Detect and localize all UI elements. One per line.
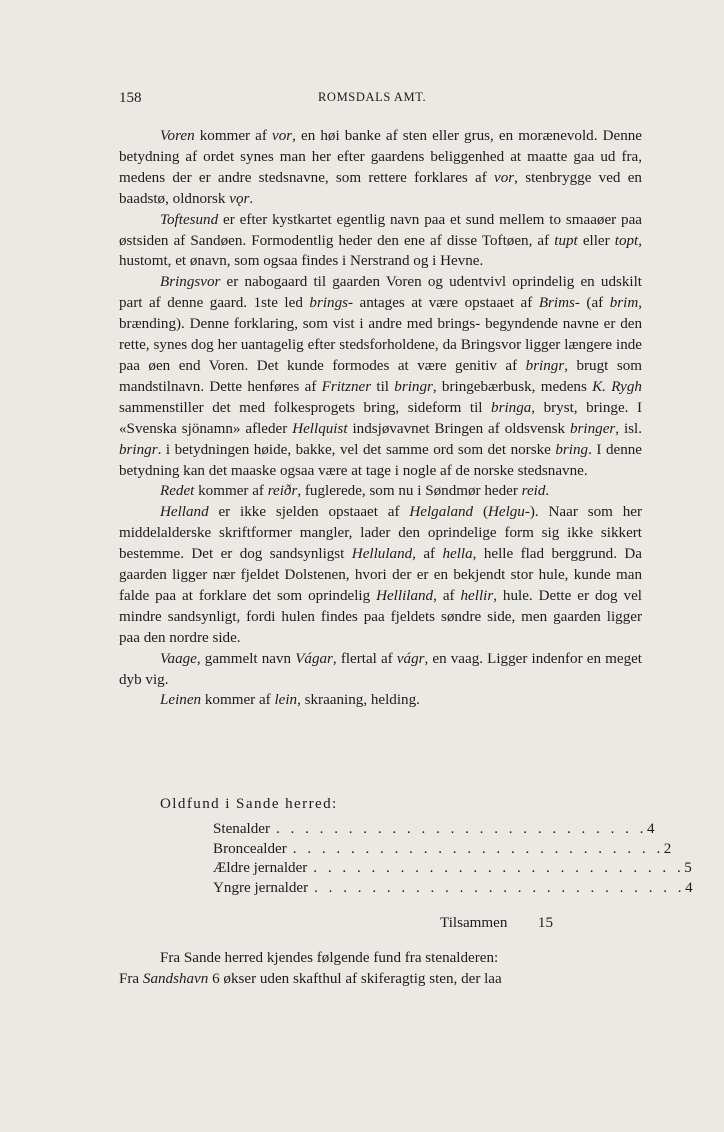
text-run: kommer af bbox=[194, 483, 268, 500]
text-run: . bbox=[249, 190, 254, 207]
italic-term: Fritzner bbox=[321, 378, 372, 395]
total-label: Tilsammen bbox=[440, 915, 508, 931]
paragraph bbox=[119, 126, 642, 210]
text-run: , af bbox=[433, 587, 461, 604]
continuation-text bbox=[119, 948, 642, 990]
text-run: , bringebærbusk, medens bbox=[432, 378, 593, 395]
text-run: , stenbrygge ved en baadstø, oldnorsk bbox=[119, 169, 642, 207]
text-run: , brugt som mandstilnavn. Dette henføres af bbox=[119, 357, 642, 395]
text-run: , helle flad berggrund. Da gaarden ligger nær fjeldet Dolstenen, hvori der er en bekjendt stor hule, kunde man falde paa at forklare det som oprindelig bbox=[119, 546, 642, 604]
text-run: er nabogaard til gaarden Voren og udentvivl oprindelig en udskilt part af denne gaard. 1ste led bbox=[119, 274, 642, 312]
tally-row bbox=[213, 879, 693, 899]
text-run: , flertal af bbox=[332, 650, 397, 667]
tally-value: 4 bbox=[646, 821, 655, 837]
paragraph bbox=[119, 272, 642, 481]
italic-term: bringa bbox=[491, 399, 532, 416]
text-run: , brænding). Denne forklaring, som vist i andre med brings- begyndende navne er den rette, synes dog her uantagelig efter stedsforholdene, da Bringsvor ligger længere inde paa øen end Voren. Det kunde formodes at være genitiv af bbox=[119, 295, 642, 374]
text-run: ( bbox=[473, 504, 488, 521]
italic-term: topt bbox=[614, 232, 639, 249]
paragraph bbox=[119, 481, 642, 502]
text-run: antages at være opstaaet af bbox=[353, 295, 539, 312]
text-run: , hustomt, et ønavn, som ogsaa findes i Nerstrand og i Hevne. bbox=[119, 232, 643, 270]
text-run: , fuglerede, som nu i Søndmør heder bbox=[297, 483, 522, 500]
text-run: 6 økser uden skafthul af skiferagtig sten, der laa bbox=[208, 970, 502, 987]
italic-term: bringer bbox=[570, 420, 616, 437]
text-run: , af bbox=[412, 546, 443, 563]
italic-term: Bringsvor bbox=[160, 274, 221, 291]
italic-term: vǫr bbox=[229, 190, 250, 207]
text-run: ). Naar som her middelalderske skriftformer mangler, lader den oprindelige form sig ikke sikkert bestemme. Det er dog sandsynligst bbox=[119, 504, 642, 563]
page-header bbox=[0, 90, 724, 110]
italic-term: reiðr bbox=[267, 483, 298, 500]
italic-term: bringr bbox=[119, 441, 158, 458]
tally-label: Stenalder bbox=[213, 821, 270, 837]
italic-term: bring bbox=[555, 441, 589, 458]
italic-term: K. Rygh bbox=[592, 378, 642, 395]
italic-term: Brims- bbox=[538, 295, 580, 312]
paragraph bbox=[119, 969, 642, 990]
tally-value: 5 bbox=[684, 860, 692, 876]
paragraph-text: Fra Sande herred kjendes følgende fund fra stenalderen: bbox=[160, 950, 499, 966]
tally-row bbox=[213, 840, 672, 860]
italic-term: Helliland bbox=[376, 587, 434, 604]
paragraph bbox=[119, 502, 642, 648]
text-run: , hule. Dette er dog vel mindre sandsynligt, fordi hulen findes paa fjeldets søndre side, men gaarden ligger paa den nordre side. bbox=[119, 587, 642, 646]
body-text bbox=[119, 126, 642, 711]
italic-term: Helgaland bbox=[409, 504, 474, 521]
tally-value: 4 bbox=[685, 879, 693, 896]
text-run: eller bbox=[577, 232, 615, 249]
italic-term: Voren bbox=[160, 128, 195, 144]
italic-term: vor bbox=[494, 169, 515, 186]
page-number: 158 bbox=[119, 90, 142, 106]
text-run: , skraaning, helding. bbox=[297, 692, 420, 709]
italic-term: Hellquist bbox=[292, 420, 348, 437]
text-run: . I denne betydning kan det maaske ogsaa være at tage i nogle af de norske stedsnavne. bbox=[119, 441, 642, 479]
italic-term: Helgu- bbox=[487, 504, 530, 521]
leader-dots: . . . . . . . . . . . . . . . . . . . . . . . . . . bbox=[276, 821, 647, 837]
oldfund-heading: Oldfund i Sande herred: bbox=[160, 796, 338, 812]
text-run: Fra bbox=[119, 970, 143, 987]
tally-label: Ældre jernalder bbox=[213, 860, 308, 876]
paragraph bbox=[119, 649, 642, 691]
tally-row bbox=[213, 820, 655, 840]
italic-term: hella bbox=[442, 546, 473, 563]
paragraph bbox=[119, 948, 642, 969]
italic-term: reid bbox=[521, 483, 546, 500]
paragraph bbox=[119, 210, 642, 273]
running-title: ROMSDALS AMT. bbox=[318, 90, 427, 104]
text-run: , en høi banke af sten eller grus, en morænevold. Denne betydning af ordet synes man her efter gaardens beliggenhed at maatte gaa ud fra, medens der er andre stedsnavne, som rettere forklares af bbox=[119, 128, 642, 186]
italic-term: lein bbox=[274, 692, 298, 709]
text-run: , isl. bbox=[615, 420, 643, 437]
leader-dots: . . . . . . . . . . . . . . . . . . . . . . . . . . bbox=[313, 860, 685, 876]
text-run: , gammelt navn bbox=[196, 650, 296, 667]
italic-term: bringr bbox=[394, 378, 433, 395]
paragraph bbox=[119, 690, 642, 711]
tally-value: 2 bbox=[663, 840, 672, 857]
italic-term: brings- bbox=[309, 295, 354, 312]
italic-term: Leinen bbox=[160, 692, 202, 709]
italic-term: brim bbox=[609, 295, 639, 312]
tally-label: Broncealder bbox=[213, 840, 287, 857]
italic-term: Vágar bbox=[295, 650, 333, 667]
italic-term: bringr bbox=[525, 357, 565, 374]
text-run: . i betydningen høide, bakke, vel det samme ord som det norske bbox=[157, 441, 556, 458]
italic-term: vágr bbox=[396, 650, 425, 667]
text-run: er efter kystkartet egentlig navn paa et sund mellem to smaaøer paa østsiden af Sandøen. Formodentlig heder den ene af disse Toftøen, af bbox=[119, 211, 642, 249]
italic-term: vor bbox=[272, 128, 293, 144]
italic-term: Toftesund bbox=[160, 211, 219, 228]
italic-term: hellir bbox=[460, 587, 494, 604]
oldfund-tally bbox=[213, 820, 693, 898]
text-run: kommer af bbox=[194, 128, 272, 144]
italic-term: Helluland bbox=[351, 546, 413, 563]
text-run: , bryst, bringe. I «Svenska sjönamn» afleder bbox=[119, 399, 642, 437]
italic-term: tupt bbox=[554, 232, 578, 249]
total-value: 15 bbox=[537, 915, 553, 931]
leader-dots: . . . . . . . . . . . . . . . . . . . . . . . . . . bbox=[314, 879, 686, 896]
italic-term: Vaage bbox=[160, 650, 197, 667]
tally-row bbox=[213, 859, 692, 879]
leader-dots: . . . . . . . . . . . . . . . . . . . . . . . . . . bbox=[292, 840, 664, 857]
text-run: , en vaag. Ligger indenfor en meget dyb vig. bbox=[119, 650, 643, 688]
text-run: (af bbox=[579, 295, 610, 312]
tally-label: Yngre jernalder bbox=[213, 879, 309, 896]
italic-term: Redet bbox=[160, 483, 195, 500]
italic-term: Helland bbox=[160, 504, 209, 521]
italic-place-name: Sandshavn bbox=[142, 970, 209, 987]
text-run: indsjøvavnet Bringen af oldsvensk bbox=[347, 420, 570, 437]
text-run: er ikke sjelden opstaaet af bbox=[208, 504, 410, 521]
text-run: til bbox=[371, 378, 395, 395]
tally-total bbox=[440, 915, 553, 932]
text-run: kommer af bbox=[201, 692, 275, 709]
text-run: . bbox=[545, 483, 550, 500]
text-run: sammenstiller det med folkesprogets bring, sideform til bbox=[119, 399, 492, 416]
